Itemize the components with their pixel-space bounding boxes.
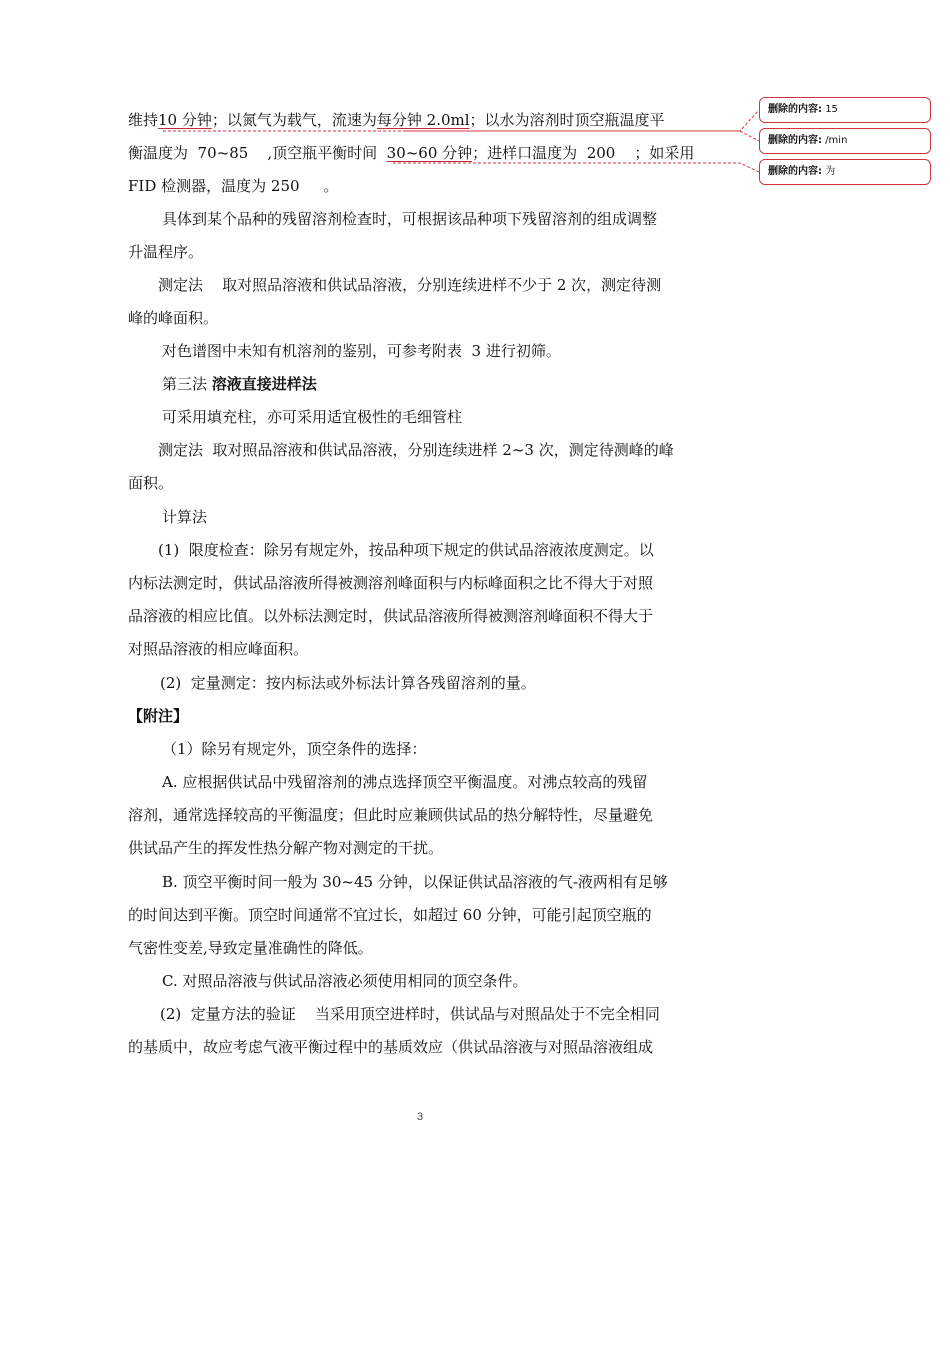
inserted-text[interactable]: 10 分钟	[158, 111, 212, 129]
comment-label: 删除的内容:	[768, 104, 822, 115]
body-line: 气密性变差,导致定量准确性的降低。	[128, 939, 373, 957]
comment-value: /min	[825, 135, 848, 146]
body-line: 的基质中，故应考虑气液平衡过程中的基质效应（供试品溶液与对照品溶液组成	[128, 1038, 654, 1056]
section-heading	[162, 374, 317, 394]
body-line: (2) 定量测定：按内标法或外标法计算各残留溶剂的量。	[160, 674, 536, 692]
body-line: A. 应根据供试品中残留溶剂的沸点选择顶空平衡温度。对沸点较高的残留	[162, 773, 648, 791]
deletion-comment[interactable]	[759, 128, 931, 154]
comment-value: 为	[825, 166, 836, 177]
body-line: （1）除另有规定外，顶空条件的选择：	[162, 740, 427, 758]
heading-prefix: 第三法	[162, 375, 208, 393]
heading-title: 溶液直接进样法	[211, 375, 317, 393]
body-line: 对照品溶液的相应峰面积。	[128, 640, 309, 658]
body-line: 测定法 取对照品溶液和供试品溶液，分别连续进样 2~3 次，测定待测峰的峰	[158, 441, 674, 459]
body-line: 峰的峰面积。	[128, 309, 219, 327]
body-line: FID 检测器，温度为 250 。	[128, 177, 339, 195]
deletion-comment[interactable]	[759, 97, 931, 123]
body-line: 升温程序。	[128, 243, 204, 261]
body-line: C. 对照品溶液与供试品溶液必须使用相同的顶空条件。	[162, 972, 528, 990]
inserted-text[interactable]: 每分钟 2.0ml	[376, 111, 470, 129]
body-line: (1) 限度检查：除另有规定外，按品种项下规定的供试品溶液浓度测定。以	[158, 541, 654, 559]
body-line: 计算法	[162, 508, 208, 526]
body-line: 可采用填充柱，亦可采用适宜极性的毛细管柱	[162, 408, 463, 426]
body-line: 品溶液的相应比值。以外标法测定时，供试品溶液所得被测溶剂峰面积不得大于	[128, 607, 654, 625]
connector-2	[405, 131, 759, 141]
body-line: (2) 定量方法的验证 当采用顶空进样时，供试品与对照品处于不完全相同	[160, 1005, 660, 1023]
inserted-text[interactable]: 30~60 分钟	[386, 144, 473, 162]
text-run: 衡温度为 70~85 ,顶空瓶平衡时间	[128, 144, 387, 162]
comment-label: 删除的内容:	[768, 166, 822, 177]
text-run: ；进样口温度为 200 ；如采用	[472, 144, 695, 162]
deletion-comment[interactable]	[759, 159, 931, 185]
text-run: ；以水为溶剂时顶空瓶温度平	[469, 111, 665, 129]
body-line: 面积。	[128, 474, 174, 492]
body-line: 溶剂，通常选择较高的平衡温度；但此时应兼顾供试品的热分解特性，尽量避免	[128, 806, 654, 824]
note-heading: 【附注】	[128, 707, 189, 725]
body-line	[128, 143, 694, 163]
connector-3	[393, 163, 759, 172]
page-number: 3	[416, 1111, 424, 1123]
body-line: 供试品产生的挥发性热分解产物对测定的干扰。	[128, 839, 444, 857]
body-line: 测定法 取对照品溶液和供试品溶液，分别连续进样不少于 2 次，测定待测	[158, 276, 662, 294]
comment-value: 15	[825, 104, 838, 115]
body-line: 具体到某个品种的残留溶剂检查时，可根据该品种项下残留溶剂的组成调整	[162, 210, 658, 228]
body-line: 内标法测定时，供试品溶液所得被测溶剂峰面积与内标峰面积之比不得大于对照	[128, 574, 654, 592]
comment-label: 删除的内容:	[768, 135, 822, 146]
body-line: 的时间达到平衡。顶空时间通常不宜过长，如超过 60 分钟，可能引起顶空瓶的	[128, 906, 652, 924]
body-line	[128, 110, 665, 130]
text-run: 维持	[128, 111, 159, 129]
body-line: 对色谱图中未知有机溶剂的鉴别，可参考附表 3 进行初筛。	[162, 342, 561, 360]
body-line: B. 顶空平衡时间一般为 30~45 分钟，以保证供试品溶液的气-液两相有足够	[162, 873, 668, 891]
text-run: ；以氮气为载气，流速为	[211, 111, 377, 129]
